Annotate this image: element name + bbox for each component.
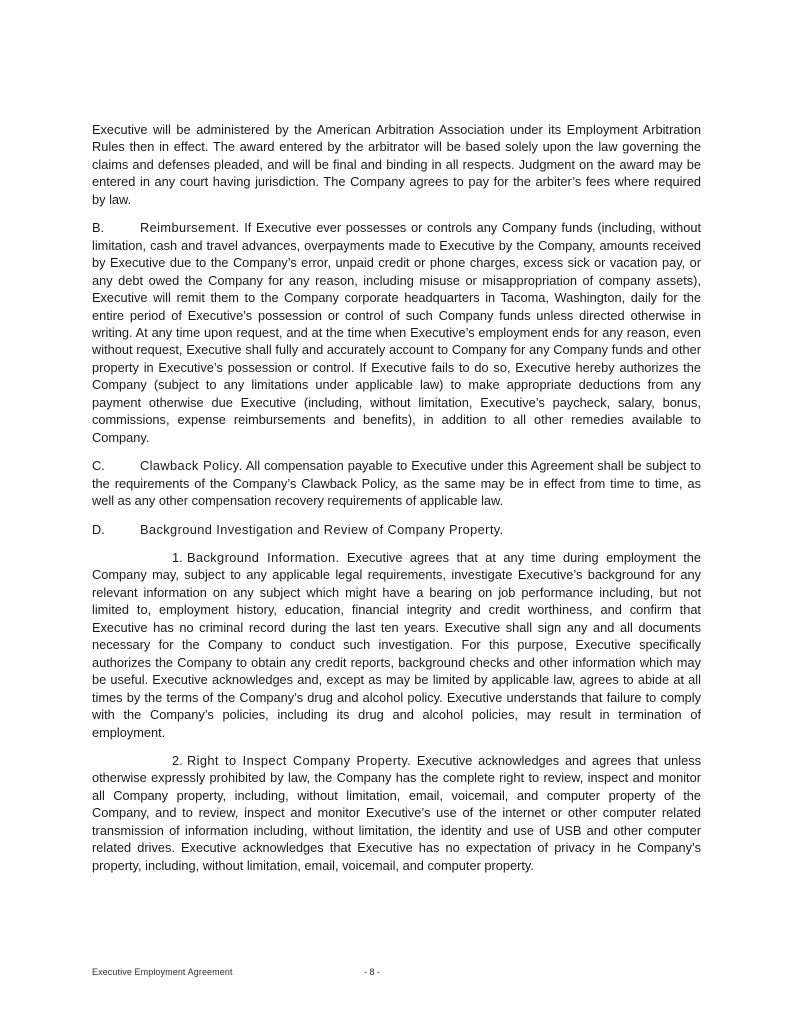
paragraph-text: Executive agrees that at any time during employment the Company may, subject to any applicable legal requirements, investigate Executive’s background for any relevant information on any subject which might have a bearing on job performance including, but not limited to, employment history, education, financial integrity and credit worthiness, and confirm that Executive has no criminal record during the last ten years. Executive shall sign any and all documents necessary for the Company to conduct such investigation. For this purpose, Executive specifically authorizes the Company to obtain any credit reports, background checks and other information which may be useful. Executive acknowledges and, except as may be limited by applicable law, agrees to abide at all times by the terms of the Company’s drug and alcohol policy. Executive understands that failure to comply with the Company’s policies, including its drug and alcohol policies, may result in termination of employment. — [92, 549, 701, 740]
paragraph-text: Executive will be administered by the American Arbitration Association under its Employment Arbitration Rules then in effect. The award entered by the arbitrator will be based solely upon the law governing the claims and defenses pleaded, and will be final and binding in all respects. Judgment on the award may be entered in any court having jurisdiction. The Company agrees to pay for the arbiter’s fees where required by law. — [92, 122, 701, 207]
paragraph-section-c-clawback-policy — [92, 457, 701, 509]
section-label: C. — [92, 458, 105, 474]
subsection-number: 2. — [172, 752, 183, 768]
paragraph-text: Executive acknowledges and agrees that unless otherwise expressly prohibited by law, the Company has the complete right to review, inspect and monitor all Company property, including, without limitation, email, voicemail, and computer property of the Company, and to review, inspect and monitor Executive’s use of the internet or other computer related transmission of information including, without limitation, the identity and use of USB and other computer related drives. Executive acknowledges that Executive has no expectation of privacy in he Company’s property, including, without limitation, email, voicemail, and computer property. — [92, 752, 701, 873]
paragraph-text: If Executive ever possesses or controls any Company funds (including, without limitation, cash and travel advances, overpayments made to Executive by the Company, amounts received by Executive due to the Company’s error, unpaid credit or phone charges, excess sick or vacation pay, or any debt owed the Company for any reason, including misuse or misappropriation of company assets), Executive will remit them to the Company corporate headquarters in Tacoma, Washington, daily for the entire period of Executive’s possession or control of such Company funds unless directed otherwise in writing. At any time upon request, and at the time when Executive’s employment ends for any reason, even without request, Executive shall fully and accurately account to Company for any Company funds and other property in Executive’s possession or control. If Executive fails to do so, Executive hereby authorizes the Company (subject to any limitations under applicable law) to make appropriate deductions from any payment otherwise due Executive (including, without limitation, Executive’s paycheck, salary, bonus, commissions, expense reimbursements and benefits), in addition to all other remedies available to Company. — [92, 220, 701, 445]
section-heading: Reimbursement. — [140, 220, 240, 236]
subsection-number: 1. — [172, 549, 183, 565]
subsection-heading: Right to Inspect Company Property. — [187, 752, 412, 768]
section-heading: Clawback Policy. — [140, 458, 243, 474]
paragraph-section-b-reimbursement — [92, 219, 701, 446]
paragraph-arbitration-continuation — [92, 121, 701, 208]
paragraph-text: All compensation payable to Executive under this Agreement shall be subject to the requirements of the Company’s Clawback Policy, as the same may be in effect from time to time, as well as any other compensation recovery requirements of applicable law. — [92, 458, 701, 509]
section-label: B. — [92, 220, 105, 236]
footer-document-title: Executive Employment Agreement — [92, 967, 233, 977]
paragraph-2-right-to-inspect — [92, 752, 701, 874]
section-label: D. — [92, 521, 105, 537]
footer-page-number: - 8 - — [364, 967, 381, 977]
paragraph-section-d-title — [92, 521, 701, 538]
section-heading: Background Investigation and Review of Company Property. — [140, 521, 504, 537]
document-content — [92, 121, 701, 874]
subsection-heading: Background Information. — [187, 549, 340, 565]
paragraph-1-background-information — [92, 549, 701, 741]
